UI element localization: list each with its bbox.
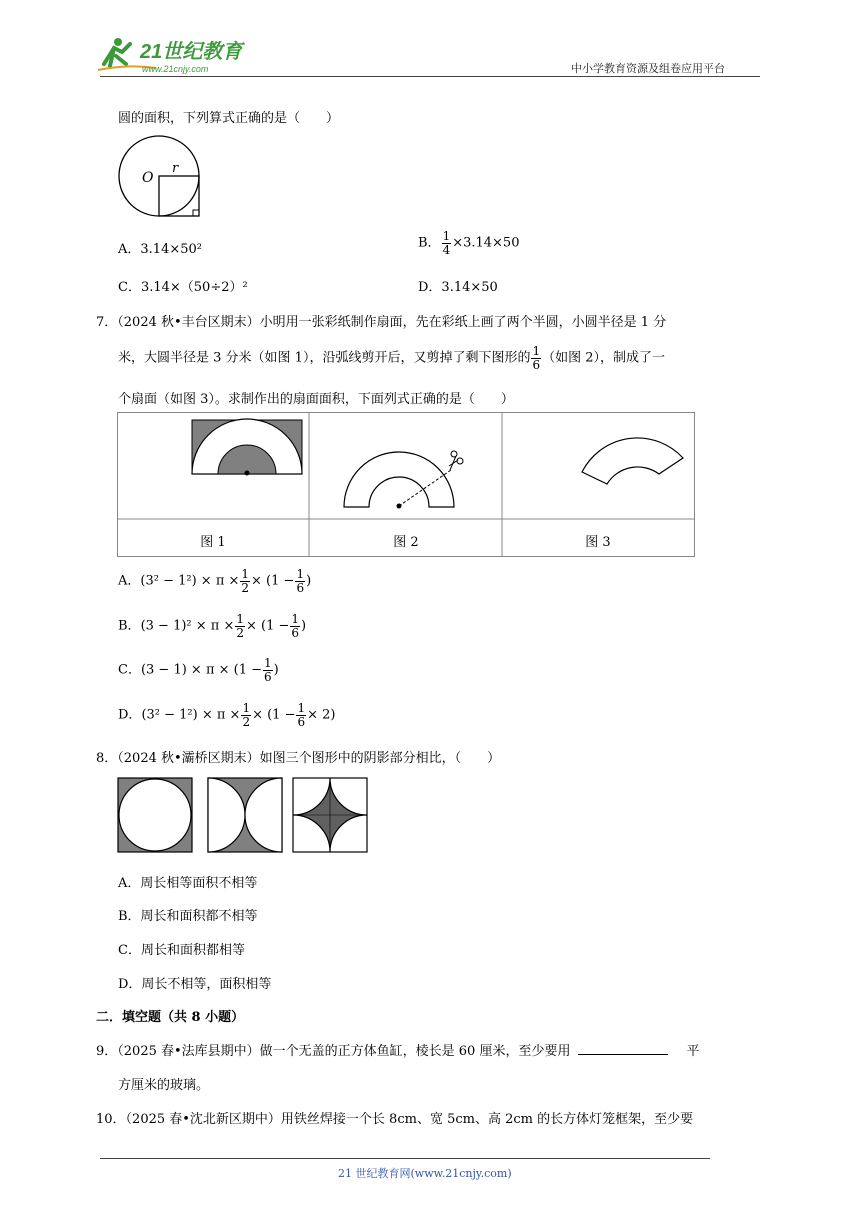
figure-2-cut-arc (344, 452, 454, 509)
q7-line2-tail: （如图 2），制成了一 (542, 350, 665, 366)
q7-stem-line3: 个扇面（如图 3）。求制作出的扇面面积，下面列式正确的是（ ） (118, 392, 514, 407)
center-label: O (142, 170, 154, 186)
shape-square-half-circles (208, 778, 282, 852)
q6-stem: 圆的面积，下列算式正确的是（ ） (118, 111, 340, 126)
q6-option-a[interactable]: A．3.14×50² (118, 242, 202, 257)
q6-option-c[interactable]: C．3.14×（50÷2）² (118, 280, 248, 295)
fraction-one-sixth: $\frac{1}{6}$ (532, 344, 541, 372)
q10-line1: 10．（2025 春•沈北新区期中）用铁丝焊接一个长 8cm、宽 5cm、高 2cm 的长方体灯笼框架，至少要 (96, 1112, 694, 1127)
shape-square-circle (118, 778, 192, 852)
q8-stem: 8．（2024 秋•灞桥区期末）如图三个图形中的阴影部分相比，（ ） (96, 751, 501, 766)
fraction-one-quarter: $\frac{1}{4}$ (442, 229, 451, 257)
q8-option-a[interactable]: A．周长相等面积不相等 (118, 876, 258, 891)
q9-line2: 方厘米的玻璃。 (118, 1078, 210, 1093)
q8-option-d[interactable]: D．周长不相等，面积相等 (118, 977, 272, 992)
q7-option-b[interactable]: B．(3 − 1)² × π × $\frac{1}{2}$ × (1 − $\frac{1}{6}$ ) (118, 612, 307, 640)
scissors-icon (449, 451, 463, 470)
q8-option-b[interactable]: B．周长和面积都不相等 (118, 909, 258, 924)
logo-title: 21世纪教育 (140, 41, 243, 63)
q7-option-d[interactable]: D．(3² − 1²) × π × $\frac{1}{2}$ × (1 − $\frac{1}{6}$ × 2) (118, 701, 336, 729)
q6-circle-figure (114, 134, 214, 224)
q7-stem-line2 (118, 345, 665, 371)
q7-option-c[interactable]: C．(3 − 1) × π × (1 − $\frac{1}{6}$ ) (118, 656, 279, 684)
figure-1-semicircles (192, 419, 302, 475)
q6-option-d[interactable]: D．3.14×50 (418, 280, 498, 295)
logo-url: www.21cnjy.com (142, 64, 209, 74)
footer-divider (100, 1158, 710, 1159)
caption-fig2: 图 2 (393, 535, 419, 550)
option-b-expr: ×3.14×50 (452, 235, 520, 251)
q9-text-tail: 平 (686, 1044, 700, 1059)
caption-fig1: 图 1 (200, 535, 226, 550)
q8-option-c[interactable]: C．周长和面积都相等 (118, 943, 245, 958)
q9-line1 (96, 1040, 699, 1059)
q7-option-a[interactable]: A．(3² − 1²) × π × $\frac{1}{2}$ × (1 − $\frac{1}{6}$ ) (118, 567, 312, 595)
section-title: 二．填空题（共 8 小题） (96, 1010, 245, 1025)
q6-option-b[interactable] (418, 230, 519, 256)
site-logo (96, 34, 266, 78)
q9-text: 9．（2025 春•法库县期中）做一个无盖的正方体鱼缸，棱长是 60 厘米，至少要用 (96, 1044, 571, 1059)
q9-answer-blank[interactable] (578, 1042, 668, 1055)
header-right-text: 中小学教育资源及组卷应用平台 (571, 62, 725, 75)
header-divider (100, 76, 760, 77)
shape-square-quarter-circles (293, 778, 367, 852)
figure-3-fan (582, 438, 683, 484)
q8-shapes-figure (117, 777, 369, 855)
option-b-label: B． (418, 235, 441, 251)
footer-text: 21 世纪教育网(www.21cnjy.com) (338, 1167, 512, 1180)
radius-label: r (172, 161, 179, 176)
q7-line2-text: 米，大圆半径是 3 分米（如图 1），沿弧线剪开后，又剪掉了剩下图形的 (118, 350, 531, 366)
caption-fig3: 图 3 (585, 535, 611, 550)
q7-stem-line1: 7．（2024 秋•丰台区期末）小明用一张彩纸制作扇面，先在彩纸上画了两个半圆，小圆半径是 1 分 (96, 315, 667, 330)
